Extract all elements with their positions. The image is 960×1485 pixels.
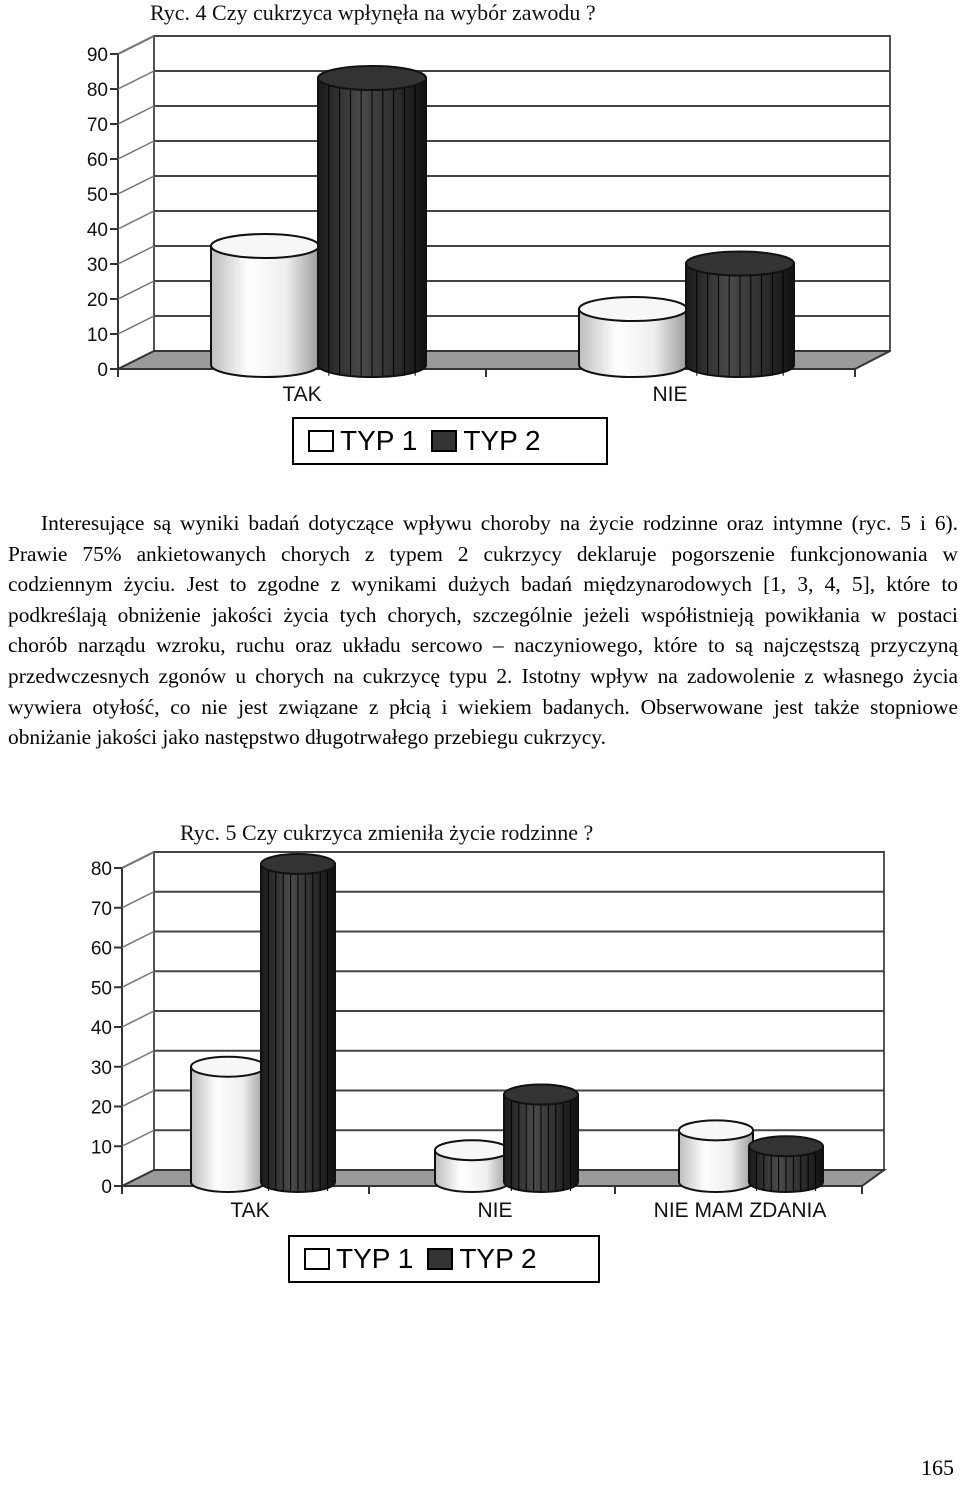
y-tick-label: 50 [90,978,112,1000]
figure5-legend [288,1235,600,1283]
bar-nie-typ1 [435,1140,509,1192]
y-tick-label: 40 [86,220,108,241]
y-tick-label: 10 [86,325,108,346]
y-tick-label: 30 [86,255,108,276]
legend-label-typ2: TYP 2 [459,1243,537,1274]
gridline-side [122,971,154,987]
y-tick-label: 0 [97,360,108,381]
y-tick-label: 30 [90,1057,112,1079]
gridline-side [122,852,154,868]
y-tick-label: 60 [86,150,108,171]
y-tick-label: 70 [86,115,108,136]
legend-swatch-typ1 [304,1248,330,1270]
bar-tak-typ1 [191,1057,265,1192]
legend-label-typ2: TYP 2 [463,425,541,456]
bar-nie-mam-zdania-typ2 [749,1136,823,1192]
legend-label-typ1: TYP 1 [340,425,418,456]
x-category-label: TAK [230,1199,270,1222]
y-tick-label: 80 [86,80,108,101]
legend-swatch-typ2 [427,1248,453,1270]
y-tick-label: 20 [86,290,108,311]
y-tick-label: 90 [86,45,108,66]
gridline-side [122,932,154,948]
gridline-side [122,1051,154,1067]
figure5-title: Ryc. 5 Czy cukrzyca zmieniła życie rodzinne ? [180,820,594,845]
y-tick-label: 80 [90,859,112,880]
bar-nie-mam-zdania-typ1 [679,1120,753,1192]
bar-tak-typ2 [261,854,335,1192]
y-tick-label: 70 [90,898,112,920]
figure4-title: Ryc. 4 Czy cukrzyca wpłynęła na wybór zawodu ? [150,0,596,25]
page-number: 165 [921,1455,954,1480]
y-tick-label: 0 [101,1177,112,1198]
x-category-label: NIE [477,1199,513,1222]
gridline-side [122,1011,154,1027]
y-tick-label: 10 [90,1137,112,1159]
y-tick-label: 40 [90,1018,112,1039]
legend-label-typ1: TYP 1 [336,1243,414,1274]
bar-nie-typ2 [504,1085,578,1192]
y-tick-label: 60 [90,938,112,960]
x-category-label: NIE MAM ZDANIA [653,1199,827,1222]
gridline-side [122,1130,154,1146]
gridline-side [122,892,154,908]
y-tick-label: 50 [86,185,108,206]
body-paragraph-text: Interesujące są wyniki badań dotyczące wpływu choroby na życie rodzinne oraz intymne (ryc. 5 i 6). Prawie 75% ankietowanych chorych z typem 2 cukrzycy deklaruje pogorszenie funkcjonowania w codziennym życiu. Jest to zgodne z wynikami dużych badań międzynarodowych [1, 3, 4, 5], które to podkreślają obniżenie jakości życia tych chorych, szczególnie jeżeli współistnieją powikłania w postaci chorób narządu wzroku, ruchu oraz układu sercowo – naczyniowego, które to są najczęstszą przyczyną przedwczesnych zgonów u chorych na cukrzycę typu 2. Istotny wpływ na zadowolenie z własnego życia wywiera otyłość, co nie jest związane z płcią i wiekiem badanych. Obserwowane jest także stopniowe obniżanie jakości jako następstwo długotrwałego przebiegu cukrzycy. [8,511,958,750]
x-category-label: TAK [282,383,322,406]
x-category-label: NIE [652,383,688,406]
gridline-side [122,1091,154,1107]
y-tick-label: 20 [90,1097,112,1119]
